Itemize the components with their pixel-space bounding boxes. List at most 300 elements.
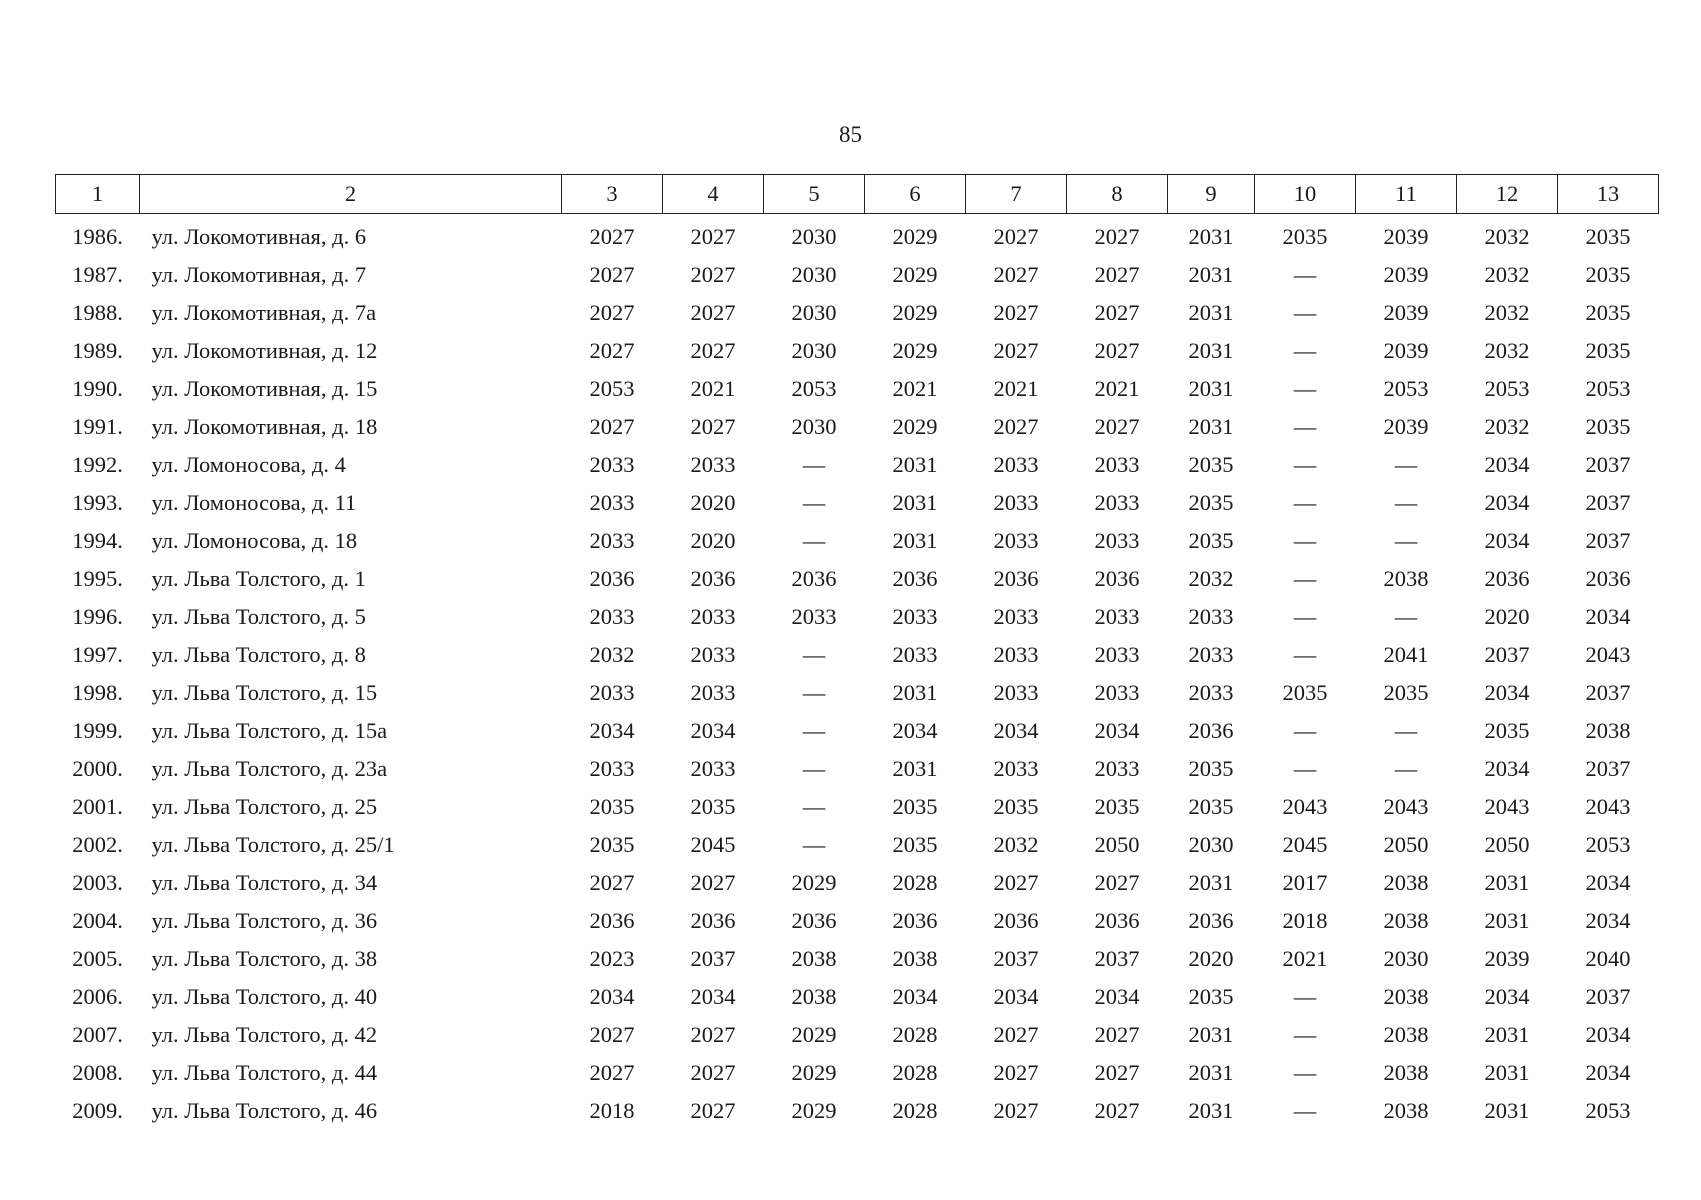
year-cell: 2033 <box>993 604 1039 629</box>
year-cell: — <box>1293 300 1317 325</box>
year-cell: 2038 <box>1383 566 1429 591</box>
year-cell: 2031 <box>1188 338 1234 363</box>
year-cell: 2035 <box>1585 300 1631 325</box>
year-cell: 2029 <box>892 262 938 287</box>
year-cell: 2027 <box>1094 870 1140 895</box>
year-cell: 2039 <box>1484 946 1530 971</box>
year-cell: 2035 <box>1188 452 1234 477</box>
year-cell: 2053 <box>589 376 635 401</box>
year-cell: — <box>1394 604 1418 629</box>
year-cell: 2033 <box>1094 490 1140 515</box>
column-header: 6 <box>865 175 966 214</box>
year-cell: 2037 <box>1585 680 1631 705</box>
year-cell: 2050 <box>1094 832 1140 857</box>
column-header: 10 <box>1255 175 1356 214</box>
row-address: ул. Ломоносова, д. 4 <box>151 452 346 477</box>
year-cell: 2027 <box>589 300 635 325</box>
table-row <box>56 712 1659 750</box>
year-cell: 2028 <box>892 1022 938 1047</box>
row-address: ул. Льва Толстого, д. 15а <box>151 718 388 743</box>
year-cell: 2038 <box>1383 1060 1429 1085</box>
year-cell: 2035 <box>1585 338 1631 363</box>
year-cell: 2034 <box>1585 908 1631 933</box>
year-cell: — <box>1293 414 1317 439</box>
year-cell: 2027 <box>993 414 1039 439</box>
row-number: 1999. <box>72 718 123 743</box>
year-cell: 2033 <box>589 680 635 705</box>
year-cell: 2037 <box>1484 642 1530 667</box>
year-cell: 2036 <box>1188 908 1234 933</box>
year-cell: 2027 <box>1094 300 1140 325</box>
year-cell: 2034 <box>1094 984 1140 1009</box>
year-cell: 2038 <box>1383 870 1429 895</box>
year-cell: 2033 <box>892 604 938 629</box>
year-cell: 2045 <box>690 832 736 857</box>
row-address: ул. Льва Толстого, д. 36 <box>151 908 378 933</box>
year-cell: 2033 <box>993 642 1039 667</box>
year-cell: 2037 <box>690 946 736 971</box>
year-cell: 2041 <box>1383 642 1429 667</box>
year-cell: 2037 <box>1585 490 1631 515</box>
row-address: ул. Льва Толстого, д. 46 <box>151 1098 378 1123</box>
year-cell: 2029 <box>892 338 938 363</box>
row-address: ул. Ломоносова, д. 18 <box>151 528 358 553</box>
row-address: ул. Локомотивная, д. 6 <box>151 224 367 249</box>
year-cell: 2035 <box>589 832 635 857</box>
year-cell: 2028 <box>892 870 938 895</box>
year-cell: 2034 <box>892 984 938 1009</box>
year-cell: 2033 <box>993 452 1039 477</box>
year-cell: 2050 <box>1383 832 1429 857</box>
year-cell: 2032 <box>1188 566 1234 591</box>
year-cell: 2027 <box>690 870 736 895</box>
year-cell: 2034 <box>589 718 635 743</box>
row-address: ул. Льва Толстого, д. 25/1 <box>151 832 395 857</box>
row-number: 1991. <box>72 414 123 439</box>
year-cell: — <box>802 490 826 515</box>
column-header: 13 <box>1558 175 1659 214</box>
year-cell: 2053 <box>1585 376 1631 401</box>
year-cell: 2035 <box>1585 262 1631 287</box>
year-cell: 2033 <box>1094 452 1140 477</box>
year-cell: 2027 <box>589 338 635 363</box>
year-cell: 2023 <box>589 946 635 971</box>
year-cell: 2030 <box>791 262 837 287</box>
year-cell: 2034 <box>1484 528 1530 553</box>
table-row <box>56 940 1659 978</box>
year-cell: 2034 <box>1484 756 1530 781</box>
year-cell: 2034 <box>1484 984 1530 1009</box>
year-cell: — <box>802 452 826 477</box>
year-cell: 2036 <box>1585 566 1631 591</box>
year-cell: 2037 <box>993 946 1039 971</box>
year-cell: 2039 <box>1383 300 1429 325</box>
year-cell: 2027 <box>589 224 635 249</box>
year-cell: 2029 <box>791 1022 837 1047</box>
table-row <box>56 750 1659 788</box>
year-cell: 2036 <box>589 908 635 933</box>
year-cell: 2033 <box>892 642 938 667</box>
year-cell: 2031 <box>1188 300 1234 325</box>
year-cell: 2036 <box>1484 566 1530 591</box>
year-cell: 2027 <box>993 224 1039 249</box>
year-cell: 2033 <box>993 680 1039 705</box>
year-cell: 2036 <box>892 908 938 933</box>
row-address: ул. Льва Толстого, д. 34 <box>151 870 378 895</box>
year-cell: — <box>802 528 826 553</box>
year-cell: 2036 <box>589 566 635 591</box>
year-cell: 2034 <box>589 984 635 1009</box>
year-cell: 2033 <box>1188 680 1234 705</box>
year-cell: 2045 <box>1282 832 1328 857</box>
year-cell: 2036 <box>993 566 1039 591</box>
year-cell: 2021 <box>993 376 1039 401</box>
year-cell: 2037 <box>1585 528 1631 553</box>
year-cell: 2030 <box>1188 832 1234 857</box>
year-cell: 2033 <box>993 490 1039 515</box>
year-cell: 2020 <box>1484 604 1530 629</box>
row-address: ул. Локомотивная, д. 15 <box>151 376 378 401</box>
row-number: 1995. <box>72 566 123 591</box>
year-cell: 2031 <box>1484 908 1530 933</box>
year-cell: 2027 <box>589 870 635 895</box>
row-number: 2000. <box>72 756 123 781</box>
row-number: 2003. <box>72 870 123 895</box>
year-cell: 2032 <box>993 832 1039 857</box>
year-cell: 2027 <box>1094 338 1140 363</box>
year-cell: 2027 <box>690 1022 736 1047</box>
column-number-header-row <box>56 175 1659 214</box>
year-cell: 2039 <box>1383 414 1429 439</box>
year-cell: 2036 <box>690 566 736 591</box>
year-cell: 2027 <box>589 1022 635 1047</box>
year-cell: 2034 <box>892 718 938 743</box>
year-cell: 2027 <box>1094 224 1140 249</box>
row-address: ул. Локомотивная, д. 7а <box>151 300 377 325</box>
year-cell: 2050 <box>1484 832 1530 857</box>
year-cell: 2035 <box>690 794 736 819</box>
year-cell: 2027 <box>993 1098 1039 1123</box>
year-cell: 2032 <box>1484 262 1530 287</box>
year-cell: 2027 <box>690 338 736 363</box>
year-cell: 2036 <box>1094 908 1140 933</box>
table-row <box>56 256 1659 294</box>
table-row <box>56 484 1659 522</box>
year-cell: 2030 <box>791 338 837 363</box>
row-number: 1989. <box>72 338 123 363</box>
year-cell: 2033 <box>589 756 635 781</box>
year-cell: 2033 <box>589 490 635 515</box>
year-cell: 2030 <box>791 414 837 439</box>
year-cell: 2035 <box>1383 680 1429 705</box>
year-cell: 2033 <box>1094 642 1140 667</box>
year-cell: 2027 <box>690 1060 736 1085</box>
row-address: ул. Льва Толстого, д. 23а <box>151 756 388 781</box>
row-address: ул. Льва Толстого, д. 5 <box>151 604 366 629</box>
year-cell: 2018 <box>1282 908 1328 933</box>
row-address: ул. Льва Толстого, д. 8 <box>151 642 366 667</box>
year-cell: 2053 <box>791 376 837 401</box>
year-cell: 2039 <box>1383 262 1429 287</box>
year-cell: 2034 <box>1585 1060 1631 1085</box>
year-cell: 2031 <box>892 528 938 553</box>
row-number: 1998. <box>72 680 123 705</box>
row-address: ул. Локомотивная, д. 18 <box>151 414 378 439</box>
year-cell: 2033 <box>589 528 635 553</box>
row-address: ул. Льва Толстого, д. 40 <box>151 984 378 1009</box>
year-cell: 2033 <box>1188 642 1234 667</box>
column-header: 7 <box>966 175 1067 214</box>
year-cell: — <box>802 718 826 743</box>
year-cell: 2037 <box>1585 984 1631 1009</box>
year-cell: — <box>1293 756 1317 781</box>
table-row <box>56 446 1659 484</box>
year-cell: 2031 <box>1188 1098 1234 1123</box>
year-cell: 2036 <box>791 908 837 933</box>
year-cell: 2035 <box>1585 224 1631 249</box>
year-cell: 2038 <box>1383 984 1429 1009</box>
row-address: ул. Локомотивная, д. 7 <box>151 262 367 287</box>
year-cell: 2053 <box>1585 1098 1631 1123</box>
year-cell: 2034 <box>690 984 736 1009</box>
year-cell: 2027 <box>993 338 1039 363</box>
year-cell: — <box>1394 718 1418 743</box>
year-cell: 2033 <box>1094 528 1140 553</box>
year-cell: — <box>1293 718 1317 743</box>
year-cell: 2027 <box>993 1060 1039 1085</box>
year-cell: — <box>802 756 826 781</box>
year-cell: 2033 <box>589 452 635 477</box>
year-cell: 2038 <box>892 946 938 971</box>
year-cell: — <box>802 832 826 857</box>
year-cell: 2032 <box>1484 224 1530 249</box>
column-header: 5 <box>764 175 865 214</box>
row-number: 2001. <box>72 794 123 819</box>
year-cell: 2036 <box>993 908 1039 933</box>
year-cell: 2033 <box>791 604 837 629</box>
year-cell: — <box>1293 262 1317 287</box>
table-row <box>56 214 1659 257</box>
year-cell: — <box>1394 452 1418 477</box>
year-cell: 2043 <box>1585 642 1631 667</box>
year-cell: 2035 <box>1282 224 1328 249</box>
year-cell: 2027 <box>1094 1098 1140 1123</box>
column-header: 1 <box>56 175 140 214</box>
year-cell: 2027 <box>690 414 736 439</box>
year-cell: 2033 <box>993 756 1039 781</box>
row-number: 2004. <box>72 908 123 933</box>
year-cell: 2032 <box>1484 414 1530 439</box>
table-row <box>56 1016 1659 1054</box>
row-address: ул. Льва Толстого, д. 42 <box>151 1022 378 1047</box>
year-cell: 2027 <box>589 414 635 439</box>
year-cell: 2034 <box>993 984 1039 1009</box>
row-number: 1992. <box>72 452 123 477</box>
year-cell: 2038 <box>791 946 837 971</box>
year-cell: 2035 <box>892 832 938 857</box>
year-cell: 2032 <box>1484 300 1530 325</box>
year-cell: 2029 <box>892 300 938 325</box>
year-cell: 2032 <box>1484 338 1530 363</box>
year-cell: 2020 <box>1188 946 1234 971</box>
column-header: 2 <box>140 175 562 214</box>
year-cell: 2043 <box>1585 794 1631 819</box>
year-cell: 2031 <box>1188 1022 1234 1047</box>
year-cell: 2034 <box>993 718 1039 743</box>
year-cell: 2035 <box>1585 414 1631 439</box>
year-cell: 2033 <box>690 680 736 705</box>
table-row <box>56 902 1659 940</box>
year-cell: 2034 <box>1484 452 1530 477</box>
year-cell: 2027 <box>993 870 1039 895</box>
row-number: 2005. <box>72 946 123 971</box>
table-row <box>56 370 1659 408</box>
year-cell: 2036 <box>791 566 837 591</box>
year-cell: 2036 <box>892 566 938 591</box>
year-cell: 2031 <box>892 452 938 477</box>
row-address: ул. Льва Толстого, д. 44 <box>151 1060 378 1085</box>
year-cell: 2035 <box>1188 528 1234 553</box>
row-number: 2007. <box>72 1022 123 1047</box>
year-cell: 2031 <box>1484 1060 1530 1085</box>
row-number: 1997. <box>72 642 123 667</box>
row-address: ул. Льва Толстого, д. 15 <box>151 680 378 705</box>
year-cell: 2031 <box>892 680 938 705</box>
year-cell: 2029 <box>791 1060 837 1085</box>
year-cell: 2017 <box>1282 870 1328 895</box>
repair-schedule-table <box>55 174 1659 1130</box>
year-cell: 2031 <box>1188 870 1234 895</box>
row-number: 2009. <box>72 1098 123 1123</box>
year-cell: 2033 <box>690 642 736 667</box>
year-cell: 2037 <box>1585 452 1631 477</box>
year-cell: — <box>1394 528 1418 553</box>
table-row <box>56 978 1659 1016</box>
year-cell: 2038 <box>1585 718 1631 743</box>
year-cell: 2027 <box>690 300 736 325</box>
year-cell: 2034 <box>1484 680 1530 705</box>
year-cell: — <box>1293 452 1317 477</box>
row-number: 1993. <box>72 490 123 515</box>
column-header: 11 <box>1356 175 1457 214</box>
row-number: 1986. <box>72 224 123 249</box>
year-cell: 2035 <box>1188 984 1234 1009</box>
row-number: 1996. <box>72 604 123 629</box>
year-cell: 2035 <box>1188 490 1234 515</box>
year-cell: 2040 <box>1585 946 1631 971</box>
year-cell: 2034 <box>1484 490 1530 515</box>
year-cell: 2035 <box>993 794 1039 819</box>
year-cell: 2039 <box>1383 224 1429 249</box>
year-cell: 2030 <box>1383 946 1429 971</box>
year-cell: 2027 <box>690 224 736 249</box>
year-cell: 2021 <box>1282 946 1328 971</box>
year-cell: 2053 <box>1484 376 1530 401</box>
year-cell: 2021 <box>1094 376 1140 401</box>
table-row <box>56 674 1659 712</box>
column-header: 3 <box>562 175 663 214</box>
year-cell: 2043 <box>1282 794 1328 819</box>
year-cell: 2033 <box>589 604 635 629</box>
year-cell: — <box>1293 528 1317 553</box>
table-row <box>56 864 1659 902</box>
year-cell: 2027 <box>1094 414 1140 439</box>
year-cell: 2043 <box>1484 794 1530 819</box>
year-cell: 2027 <box>993 1022 1039 1047</box>
year-cell: — <box>802 794 826 819</box>
table-row <box>56 826 1659 864</box>
year-cell: 2031 <box>1484 870 1530 895</box>
year-cell: 2029 <box>892 224 938 249</box>
year-cell: — <box>1293 490 1317 515</box>
column-header: 9 <box>1168 175 1255 214</box>
year-cell: 2036 <box>1188 718 1234 743</box>
year-cell: — <box>1394 490 1418 515</box>
year-cell: 2038 <box>1383 908 1429 933</box>
row-address: ул. Льва Толстого, д. 1 <box>151 566 366 591</box>
year-cell: 2036 <box>1094 566 1140 591</box>
year-cell: — <box>1293 604 1317 629</box>
year-cell: 2034 <box>1094 718 1140 743</box>
year-cell: 2027 <box>1094 262 1140 287</box>
year-cell: — <box>1293 1060 1317 1085</box>
year-cell: 2028 <box>892 1060 938 1085</box>
year-cell: — <box>802 680 826 705</box>
year-cell: — <box>1293 642 1317 667</box>
year-cell: 2020 <box>690 528 736 553</box>
year-cell: 2033 <box>1094 680 1140 705</box>
table-row <box>56 560 1659 598</box>
column-header: 12 <box>1457 175 1558 214</box>
year-cell: 2018 <box>589 1098 635 1123</box>
year-cell: 2031 <box>892 756 938 781</box>
year-cell: 2034 <box>1585 870 1631 895</box>
year-cell: 2027 <box>589 262 635 287</box>
year-cell: 2038 <box>791 984 837 1009</box>
year-cell: 2035 <box>1188 794 1234 819</box>
year-cell: 2033 <box>1094 756 1140 781</box>
year-cell: 2031 <box>892 490 938 515</box>
year-cell: 2033 <box>690 604 736 629</box>
year-cell: 2053 <box>1585 832 1631 857</box>
table-row <box>56 408 1659 446</box>
table-row <box>56 522 1659 560</box>
year-cell: 2027 <box>1094 1060 1140 1085</box>
table-row <box>56 1054 1659 1092</box>
year-cell: 2029 <box>791 870 837 895</box>
table-row <box>56 332 1659 370</box>
year-cell: 2036 <box>690 908 736 933</box>
column-header: 8 <box>1067 175 1168 214</box>
year-cell: 2037 <box>1585 756 1631 781</box>
year-cell: 2035 <box>589 794 635 819</box>
year-cell: 2035 <box>1282 680 1328 705</box>
year-cell: 2033 <box>1094 604 1140 629</box>
table-body <box>56 214 1659 1131</box>
year-cell: 2037 <box>1094 946 1140 971</box>
year-cell: 2033 <box>993 528 1039 553</box>
year-cell: 2033 <box>1188 604 1234 629</box>
year-cell: 2027 <box>690 262 736 287</box>
year-cell: 2031 <box>1188 414 1234 439</box>
year-cell: 2030 <box>791 224 837 249</box>
year-cell: 2034 <box>1585 1022 1631 1047</box>
year-cell: 2038 <box>1383 1098 1429 1123</box>
year-cell: — <box>1293 1098 1317 1123</box>
row-number: 2006. <box>72 984 123 1009</box>
year-cell: — <box>1394 756 1418 781</box>
table-row <box>56 1092 1659 1130</box>
